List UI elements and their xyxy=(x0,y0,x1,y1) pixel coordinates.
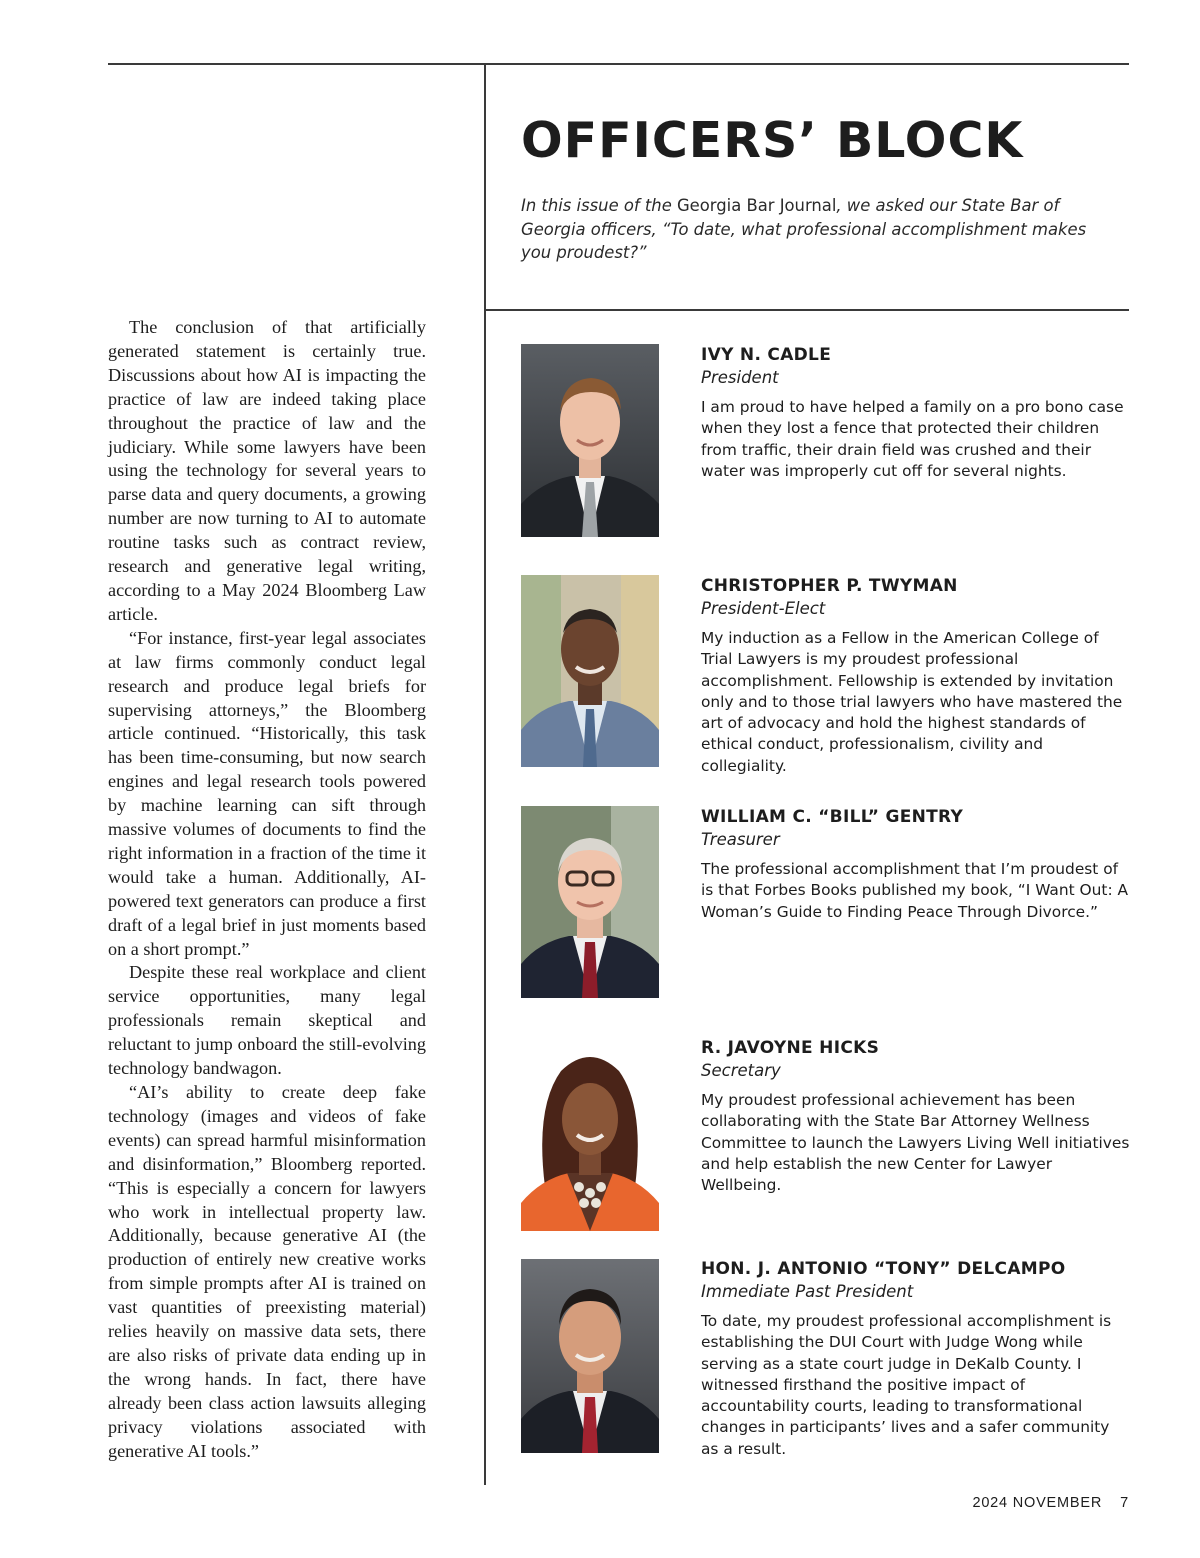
officer-name: WILLIAM C. “BILL” GENTRY xyxy=(701,807,964,827)
officer-info xyxy=(701,1258,1131,1460)
article-paragraph: “AI’s ability to create deep fake technology (images and videos of fake events) can spread harmful misinformation and disinformation,” Bloomberg reported. “This is especially a concern for lawyers who work in intellectual property law. Additionally, because generative AI (the production of entirely new creative works from simple prompts after AI is trained on vast quantities of preexisting material) relies heavily on massive data sets, there are also risks of private data ending up in the wrong hands. In fact, there have already been class action lawsuits alleging privacy violations associated with generative AI tools.” xyxy=(108,1082,426,1461)
journal-name: Georgia Bar Journal xyxy=(676,196,837,215)
officer-quote: My induction as a Fellow in the American College of Trial Lawyers is my proudest professional accomplishment. Fellowship is extended by invitation only and to those trial lawyers who have mastered the art of advocacy and hold the highest standards of ethical conduct, professionalism, civility and collegiality. xyxy=(701,629,1123,775)
issue-label: 2024 NOVEMBER xyxy=(972,1495,1103,1511)
officer-role: Treasurer xyxy=(701,830,780,849)
officer-role: President xyxy=(701,368,779,387)
top-rule xyxy=(108,63,1129,65)
officer-info xyxy=(701,575,1131,777)
officer-info xyxy=(701,1037,1131,1196)
officer-photo xyxy=(521,575,659,767)
officer-name: CHRISTOPHER P. TWYMAN xyxy=(701,576,958,596)
officer-name: IVY N. CADLE xyxy=(701,345,832,365)
officer-photo xyxy=(521,1037,659,1231)
officer-role: Immediate Past President xyxy=(701,1282,914,1301)
header-divider xyxy=(484,309,1129,311)
article-paragraph: “For instance, first-year legal associates at law firms commonly conduct legal research and produce legal briefs for supervising attorneys,” the Bloomberg article continued. “Historically, this task has been time-consuming, but now search engines and legal research tools powered by machine learning can sift through massive volumes of documents to find the right information in a fraction of the time it would take a human. Additionally, AI-powered text generators can produce a first draft of a legal brief in just moments based on a short prompt.” xyxy=(108,627,426,959)
officer-role: President-Elect xyxy=(701,599,826,618)
officer-quote: The professional accomplishment that I’m proudest of is that Forbes Books published my book, “I Want Out: A Woman’s Guide to Finding Peace Through Divorce.” xyxy=(701,860,1129,921)
officer-quote: To date, my proudest professional accomplishment is establishing the DUI Court with Judge Wong while serving as a state court judge in DeKalb County. I witnessed firsthand the positive impact of accountability courts, leading to transformational changes in participants’ lives and a safer community as a result. xyxy=(701,1312,1112,1458)
page-number: 7 xyxy=(1120,1495,1129,1511)
column-divider xyxy=(484,63,486,1485)
article-paragraph: Despite these real workplace and client service opportunities, many legal professionals remain skeptical and reluctant to jump onboard the still-evolving technology bandwagon. xyxy=(108,962,426,1079)
officer-photo xyxy=(521,806,659,998)
intro-part2: , we asked our State Bar of Georgia officers, “To date, what professional accomplishment makes you proudest?” xyxy=(521,196,1087,262)
article-paragraph: The conclusion of that artificially generated statement is certainly true. Discussions about how AI is impacting the practice of law are indeed taking place throughout the practice of law and the judiciary. While some lawyers have been using the technology for several years to parse data and query documents, a growing number are now turning to AI to automate routine tasks such as contract review, research and generative legal writing, according to a May 2024 Bloomberg Law article. xyxy=(108,317,426,624)
article-column xyxy=(108,316,426,1464)
officer-quote: My proudest professional achievement has been collaborating with the State Bar Attorney Wellness Committee to launch the Lawyers Living Well initiatives and help establish the new Center for Lawyer Wellbeing. xyxy=(701,1091,1130,1195)
officer-info xyxy=(701,344,1131,482)
page-title: OFFICERS’ BLOCK xyxy=(521,112,1024,169)
officer-role: Secretary xyxy=(701,1061,781,1080)
page-footer xyxy=(972,1495,1129,1511)
intro-text xyxy=(521,194,1101,265)
officer-name: HON. J. ANTONIO “TONY” DELCAMPO xyxy=(701,1259,1066,1279)
intro-part1: In this issue of the xyxy=(521,196,677,215)
officer-quote: I am proud to have helped a family on a pro bono case when they lost a fence that protected their children from traffic, their drain field was crushed and their water was improperly cut off for several nights. xyxy=(701,398,1124,480)
officer-info xyxy=(701,806,1131,923)
officer-photo xyxy=(521,1259,659,1453)
officers-header xyxy=(521,110,1101,265)
officer-name: R. JAVOYNE HICKS xyxy=(701,1038,880,1058)
officer-photo xyxy=(521,344,659,537)
